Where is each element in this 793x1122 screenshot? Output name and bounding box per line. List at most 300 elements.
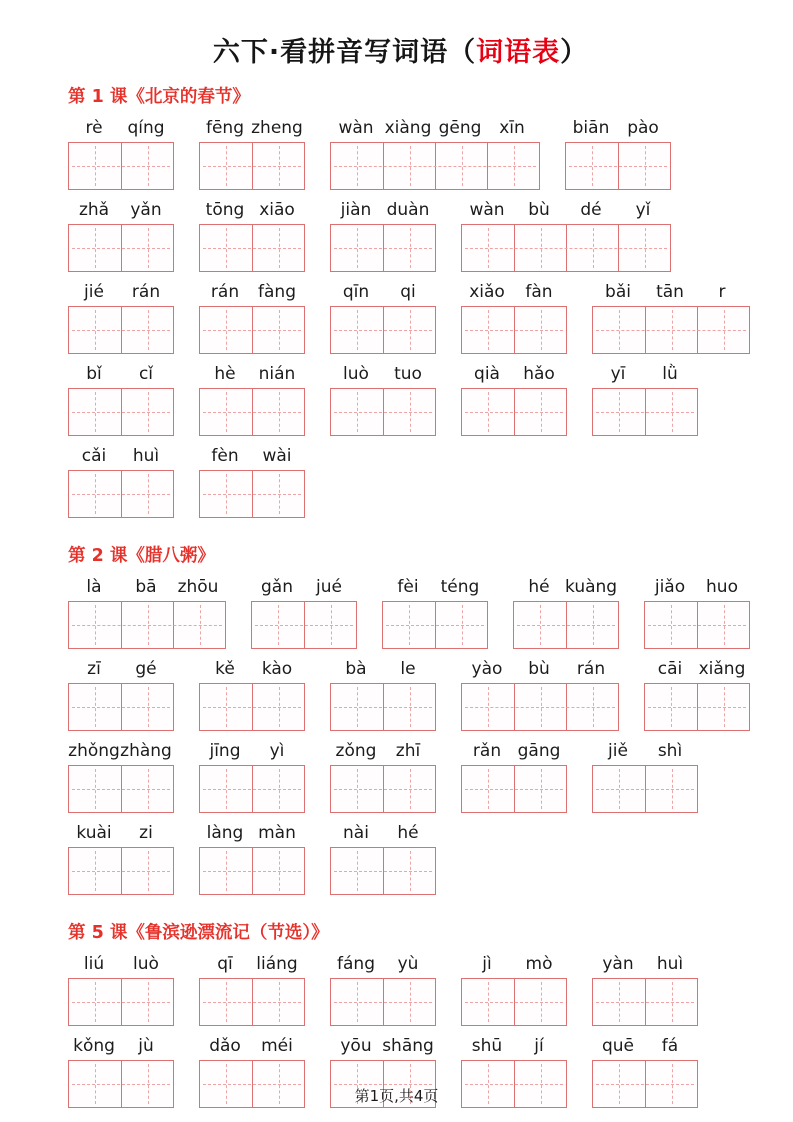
pinyin-syllable: r [718,282,726,302]
writing-cell [566,225,618,271]
pinyin-syllable: jīng [209,741,241,761]
pinyin-syllable: zǒng [335,741,377,761]
word-group [68,118,174,190]
pinyin-syllable: xiāo [259,200,295,220]
pinyin-line [199,118,305,139]
writing-boxes [330,224,436,272]
word-group [68,446,174,518]
word-group [251,577,357,649]
pinyin-line [330,364,436,385]
writing-boxes [199,388,305,436]
writing-cell [121,471,173,517]
writing-cell [69,389,121,435]
pinyin-syllable: hè [214,364,236,384]
word-group [199,446,305,518]
writing-boxes [330,765,436,813]
pinyin-syllable: luò [343,364,369,384]
writing-boxes [199,306,305,354]
word-group [592,741,698,813]
pinyin-line [68,364,174,385]
writing-cell [645,684,697,730]
word-group [68,364,174,436]
word-group [592,282,750,354]
writing-cell [121,307,173,353]
pinyin-syllable: rán [210,282,240,302]
pinyin-syllable: dǎo [209,1036,241,1056]
writing-cell [645,979,697,1025]
word-group [68,200,174,272]
writing-cell [514,389,566,435]
pinyin-syllable: jiǎo [654,577,686,597]
pinyin-syllable: qi [400,282,416,302]
writing-boxes [251,601,357,649]
writing-cell [331,684,383,730]
writing-boxes [330,388,436,436]
word-group [330,954,436,1026]
pinyin-syllable: qíng [127,118,165,138]
writing-cell [697,684,749,730]
word-group [68,577,226,649]
pinyin-line [68,118,174,139]
pinyin-line [330,741,436,762]
writing-cell [593,307,645,353]
pinyin-syllable: qī [217,954,233,974]
pinyin-syllable: hé [397,823,419,843]
pinyin-syllable: qià [474,364,500,384]
pinyin-syllable: wàn [469,200,505,220]
pinyin-line [330,118,540,139]
writing-boxes [461,224,671,272]
writing-cell [173,602,225,648]
pinyin-syllable: jì [482,954,492,974]
pinyin-syllable: le [400,659,416,679]
writing-boxes [330,306,436,354]
writing-cell [462,307,514,353]
pinyin-syllable: wài [262,446,292,466]
word-group [330,823,436,895]
writing-boxes [68,306,174,354]
writing-cell [331,848,383,894]
writing-boxes [68,765,174,813]
pinyin-syllable: biān [572,118,610,138]
writing-cell [69,602,121,648]
pinyin-syllable: jié [84,282,104,302]
pinyin-line [68,659,174,680]
writing-cell [121,684,173,730]
writing-cell [252,225,304,271]
pinyin-syllable: bǎi [605,282,631,302]
word-group [461,364,567,436]
pinyin-line [592,282,750,303]
word-group [565,118,671,190]
pinyin-syllable: gēng [438,118,482,138]
writing-cell [462,684,514,730]
word-group [199,364,305,436]
pinyin-syllable: méi [261,1036,293,1056]
pinyin-syllable: bù [528,200,550,220]
pinyin-syllable: hǎo [523,364,555,384]
writing-boxes [68,683,174,731]
word-group [68,954,174,1026]
title-main: 六下·看拼音写词语 [212,37,449,68]
pinyin-syllable: làng [206,823,244,843]
pinyin-syllable: quē [601,1036,635,1056]
writing-cell [121,766,173,812]
word-group [199,200,305,272]
pinyin-line [68,741,174,762]
writing-cell [252,979,304,1025]
pinyin-line [199,741,305,762]
writing-boxes [199,683,305,731]
writing-cell [645,766,697,812]
pinyin-line [68,1036,174,1057]
writing-cell [514,602,566,648]
pinyin-syllable: tōng [205,200,245,220]
writing-cell [462,979,514,1025]
pinyin-box-row [68,118,733,190]
writing-boxes [644,683,750,731]
writing-cell [331,307,383,353]
pinyin-line [68,823,174,844]
pinyin-syllable: rán [131,282,161,302]
lesson-section [68,919,733,1108]
pinyin-syllable: nián [258,364,296,384]
word-group [513,577,619,649]
word-group [330,659,436,731]
writing-cell [697,602,749,648]
writing-cell [566,684,618,730]
writing-boxes [68,224,174,272]
pinyin-syllable: bǐ [86,364,102,384]
writing-cell [252,684,304,730]
word-group [68,659,174,731]
title-highlight: 词语表 [476,37,561,68]
pinyin-syllable: yǎn [130,200,162,220]
pinyin-syllable: cǐ [138,364,154,384]
writing-cell [514,979,566,1025]
writing-cell [383,143,435,189]
writing-cell [383,389,435,435]
pinyin-line [592,954,698,975]
pinyin-line [461,200,671,221]
pinyin-line [68,282,174,303]
writing-cell [462,225,514,271]
pinyin-syllable: yì [269,741,285,761]
writing-cell [435,143,487,189]
writing-cell [383,602,435,648]
word-group [592,364,698,436]
pinyin-syllable: nài [343,823,369,843]
writing-cell [304,602,356,648]
writing-cell [331,225,383,271]
section-heading: 第 2 课《腊八粥》 [68,546,215,566]
pinyin-syllable: jí [534,1036,544,1056]
pinyin-syllable: huì [132,446,160,466]
writing-cell [514,307,566,353]
pinyin-syllable: bā [135,577,157,597]
writing-cell [331,766,383,812]
pinyin-syllable: jù [138,1036,154,1056]
pinyin-syllable: yào [471,659,503,679]
pinyin-box-row [68,364,733,436]
writing-cell [462,389,514,435]
pinyin-line [382,577,488,598]
pinyin-line [461,1036,567,1057]
pinyin-line [330,282,436,303]
pinyin-line [644,577,750,598]
pinyin-syllable: màn [258,823,296,843]
writing-boxes [592,765,698,813]
writing-cell [593,389,645,435]
word-group [199,282,305,354]
writing-cell [121,979,173,1025]
writing-boxes [68,142,174,190]
pinyin-syllable: wàn [338,118,374,138]
word-group [461,282,567,354]
pinyin-line [199,446,305,467]
pinyin-syllable: lǜ [662,364,678,384]
writing-boxes [461,978,567,1026]
writing-boxes [199,224,305,272]
writing-boxes [644,601,750,649]
pinyin-syllable: téng [440,577,480,597]
writing-cell [514,225,566,271]
writing-cell [514,766,566,812]
writing-cell [645,602,697,648]
writing-cell [200,143,252,189]
pinyin-syllable: yù [397,954,419,974]
pinyin-syllable: liú [83,954,105,974]
writing-cell [200,225,252,271]
writing-cell [200,848,252,894]
writing-cell [566,602,618,648]
pinyin-syllable: zī [87,659,101,679]
pinyin-syllable: yǐ [635,200,651,220]
pinyin-syllable: fèn [211,446,239,466]
pinyin-syllable: fá [661,1036,679,1056]
word-group [199,659,305,731]
writing-cell [200,684,252,730]
pinyin-box-row [68,282,733,354]
word-group [330,282,436,354]
pinyin-line [251,577,357,598]
pinyin-syllable: luò [133,954,159,974]
pinyin-syllable: fàng [258,282,296,302]
writing-cell [69,225,121,271]
sections-container [68,83,746,1108]
writing-cell [200,979,252,1025]
writing-boxes [330,142,540,190]
pinyin-syllable: zhōu [177,577,219,597]
pinyin-line [199,364,305,385]
writing-cell [121,602,173,648]
pinyin-line [461,954,567,975]
pinyin-syllable: gǎn [261,577,293,597]
pinyin-syllable: gāng [517,741,561,761]
writing-cell [566,143,618,189]
writing-cell [383,225,435,271]
writing-cell [252,848,304,894]
word-group [330,118,540,190]
pinyin-line [644,659,750,680]
writing-cell [121,848,173,894]
pinyin-syllable: là [86,577,102,597]
pinyin-syllable: shì [657,741,683,761]
pinyin-syllable: dé [580,200,602,220]
writing-boxes [68,978,174,1026]
pinyin-line [199,954,305,975]
writing-cell [252,766,304,812]
pinyin-line [565,118,671,139]
writing-cell [121,225,173,271]
writing-cell [514,684,566,730]
word-group [330,741,436,813]
pinyin-syllable: huo [706,577,738,597]
pinyin-box-row [68,823,733,895]
writing-cell [645,389,697,435]
pinyin-line [199,282,305,303]
page-footer: 第1页,共4页 [354,1087,439,1105]
pinyin-syllable: zi [139,823,153,843]
pinyin-line [199,823,305,844]
pinyin-syllable: zhī [395,741,421,761]
writing-boxes [592,306,750,354]
pinyin-line [199,659,305,680]
writing-cell [69,307,121,353]
writing-boxes [513,601,619,649]
pinyin-syllable: rè [85,118,103,138]
writing-cell [331,389,383,435]
pinyin-syllable: xiàng [384,118,432,138]
pinyin-line [68,954,174,975]
pinyin-syllable: tān [656,282,684,302]
writing-boxes [330,683,436,731]
writing-boxes [330,847,436,895]
writing-cell [252,471,304,517]
word-group [199,118,305,190]
pinyin-syllable: bà [345,659,367,679]
pinyin-syllable: xiǎo [469,282,505,302]
writing-cell [331,143,383,189]
pinyin-line [330,1036,436,1057]
pinyin-syllable: rán [576,659,606,679]
writing-cell [69,684,121,730]
writing-boxes [68,601,226,649]
pinyin-line [68,577,226,598]
writing-boxes [461,683,619,731]
writing-cell [200,307,252,353]
pinyin-syllable: rǎn [472,741,502,761]
writing-cell [121,143,173,189]
pinyin-syllable: fēng [205,118,244,138]
pinyin-box-row [68,954,733,1026]
writing-cell [383,307,435,353]
pinyin-syllable: kào [261,659,293,679]
pinyin-syllable: gé [135,659,157,679]
pinyin-line [330,823,436,844]
writing-cell [435,602,487,648]
writing-boxes [330,978,436,1026]
writing-boxes [199,847,305,895]
pinyin-syllable: fáng [337,954,375,974]
writing-boxes [68,470,174,518]
writing-cell [383,684,435,730]
pinyin-line [513,577,619,598]
pinyin-line [68,446,174,467]
pinyin-line [330,200,436,221]
writing-cell [697,307,749,353]
title-paren-open: （ [448,37,477,68]
pinyin-syllable: liáng [256,954,298,974]
writing-cell [69,979,121,1025]
pinyin-line [592,1036,698,1057]
pinyin-syllable: shū [471,1036,503,1056]
writing-boxes [461,306,567,354]
pinyin-syllable: zhàng [120,741,172,761]
word-group [330,364,436,436]
writing-boxes [461,765,567,813]
pinyin-syllable: kǒng [73,1036,115,1056]
pinyin-line [199,1036,305,1057]
pinyin-syllable: yōu [340,1036,372,1056]
pinyin-line [461,364,567,385]
pinyin-syllable: cǎi [81,446,107,466]
word-group [199,741,305,813]
pinyin-syllable: mò [525,954,553,974]
pinyin-box-row [68,577,738,649]
word-group [382,577,488,649]
pinyin-line [461,282,567,303]
writing-cell [618,143,670,189]
writing-cell [593,979,645,1025]
writing-boxes [199,142,305,190]
pinyin-syllable: bù [528,659,550,679]
writing-cell [462,766,514,812]
pinyin-line [199,200,305,221]
pinyin-line [68,200,174,221]
word-group [68,823,174,895]
word-group [644,577,750,649]
pinyin-syllable: xiǎng [698,659,746,679]
word-group [644,659,750,731]
section-heading: 第 5 课《鲁滨逊漂流记（节选）》 [68,923,329,943]
writing-cell [331,979,383,1025]
lesson-section [68,542,746,895]
writing-cell [252,143,304,189]
writing-boxes [565,142,671,190]
word-group [68,741,174,813]
word-group [461,741,567,813]
pinyin-box-row [68,200,733,272]
writing-boxes [68,388,174,436]
section-heading: 第 1 课《北京的春节》 [68,87,250,107]
writing-cell [200,471,252,517]
writing-cell [69,143,121,189]
pinyin-syllable: jiě [608,741,628,761]
pinyin-syllable: kuài [76,823,112,843]
pinyin-syllable: duàn [386,200,430,220]
pinyin-syllable: fèi [397,577,419,597]
pinyin-syllable: fàn [525,282,553,302]
pinyin-box-row [68,659,746,731]
pinyin-syllable: yàn [602,954,634,974]
word-group [461,659,619,731]
pinyin-syllable: jué [316,577,342,597]
pinyin-syllable: pào [627,118,659,138]
word-group [461,954,567,1026]
title-paren-close: ） [560,37,589,68]
pinyin-line [461,741,567,762]
